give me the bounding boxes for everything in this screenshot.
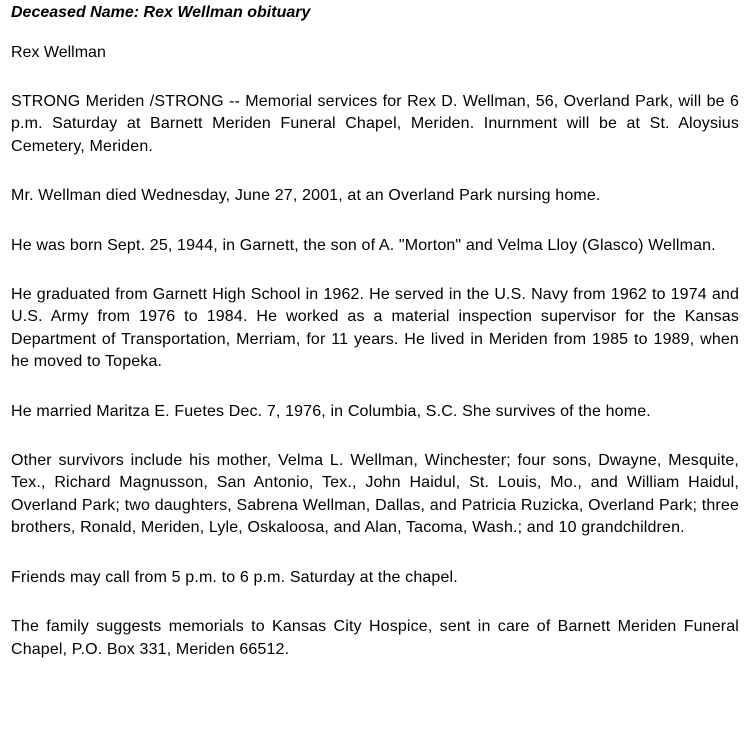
paragraph-services: STRONG Meriden /STRONG -- Memorial services for Rex D. Wellman, 56, Overland Park, will be 6 p.m. Saturday at Barnett Meriden Funeral Chapel, Meriden. Inurnment will be at St. Aloysius Cemetery, Meriden. — [11, 93, 739, 155]
page-title: Deceased Name: Rex Wellman obituary — [11, 4, 311, 21]
obituary-document — [11, 0, 739, 661]
paragraph-survivors: Other survivors include his mother, Velma L. Wellman, Winchester; four sons, Dwayne, Mesquite, Tex., Richard Magnusson, San Antonio, Tex., John Haidul, St. Louis, Mo., and William Haidul, Overland Park; two daughters, Sabrena Wellman, Dallas, and Patricia Ruzicka, Overland Park; three brothers, Ronald, Meriden, Lyle, Oskaloosa, and Alan, Tacoma, Wash.; and 10 grandchildren. — [11, 452, 739, 537]
paragraph-career: He graduated from Garnett High School in 1962. He served in the U.S. Navy from 1962 to 1974 and U.S. Army from 1976 to 1984. He worked as a material inspection supervisor for the Kansas Department of Transportation, Merriam, for 11 years. He lived in Meriden from 1985 to 1989, when he moved to Topeka. — [11, 286, 739, 371]
deceased-name: Rex Wellman — [11, 44, 106, 61]
paragraph-birth: He was born Sept. 25, 1944, in Garnett, the son of A. "Morton" and Velma Lloy (Glasco) Wellman. — [11, 236, 716, 254]
paragraph-memorials: The family suggests memorials to Kansas City Hospice, sent in care of Barnett Meriden Funeral Chapel, P.O. Box 331, Meriden 66512. — [11, 618, 739, 658]
paragraph-marriage: He married Maritza E. Fuetes Dec. 7, 1976, in Columbia, S.C. She survives of the home. — [11, 402, 651, 420]
paragraph-visitation: Friends may call from 5 p.m. to 6 p.m. Saturday at the chapel. — [11, 568, 458, 586]
paragraph-death: Mr. Wellman died Wednesday, June 27, 2001, at an Overland Park nursing home. — [11, 187, 601, 205]
